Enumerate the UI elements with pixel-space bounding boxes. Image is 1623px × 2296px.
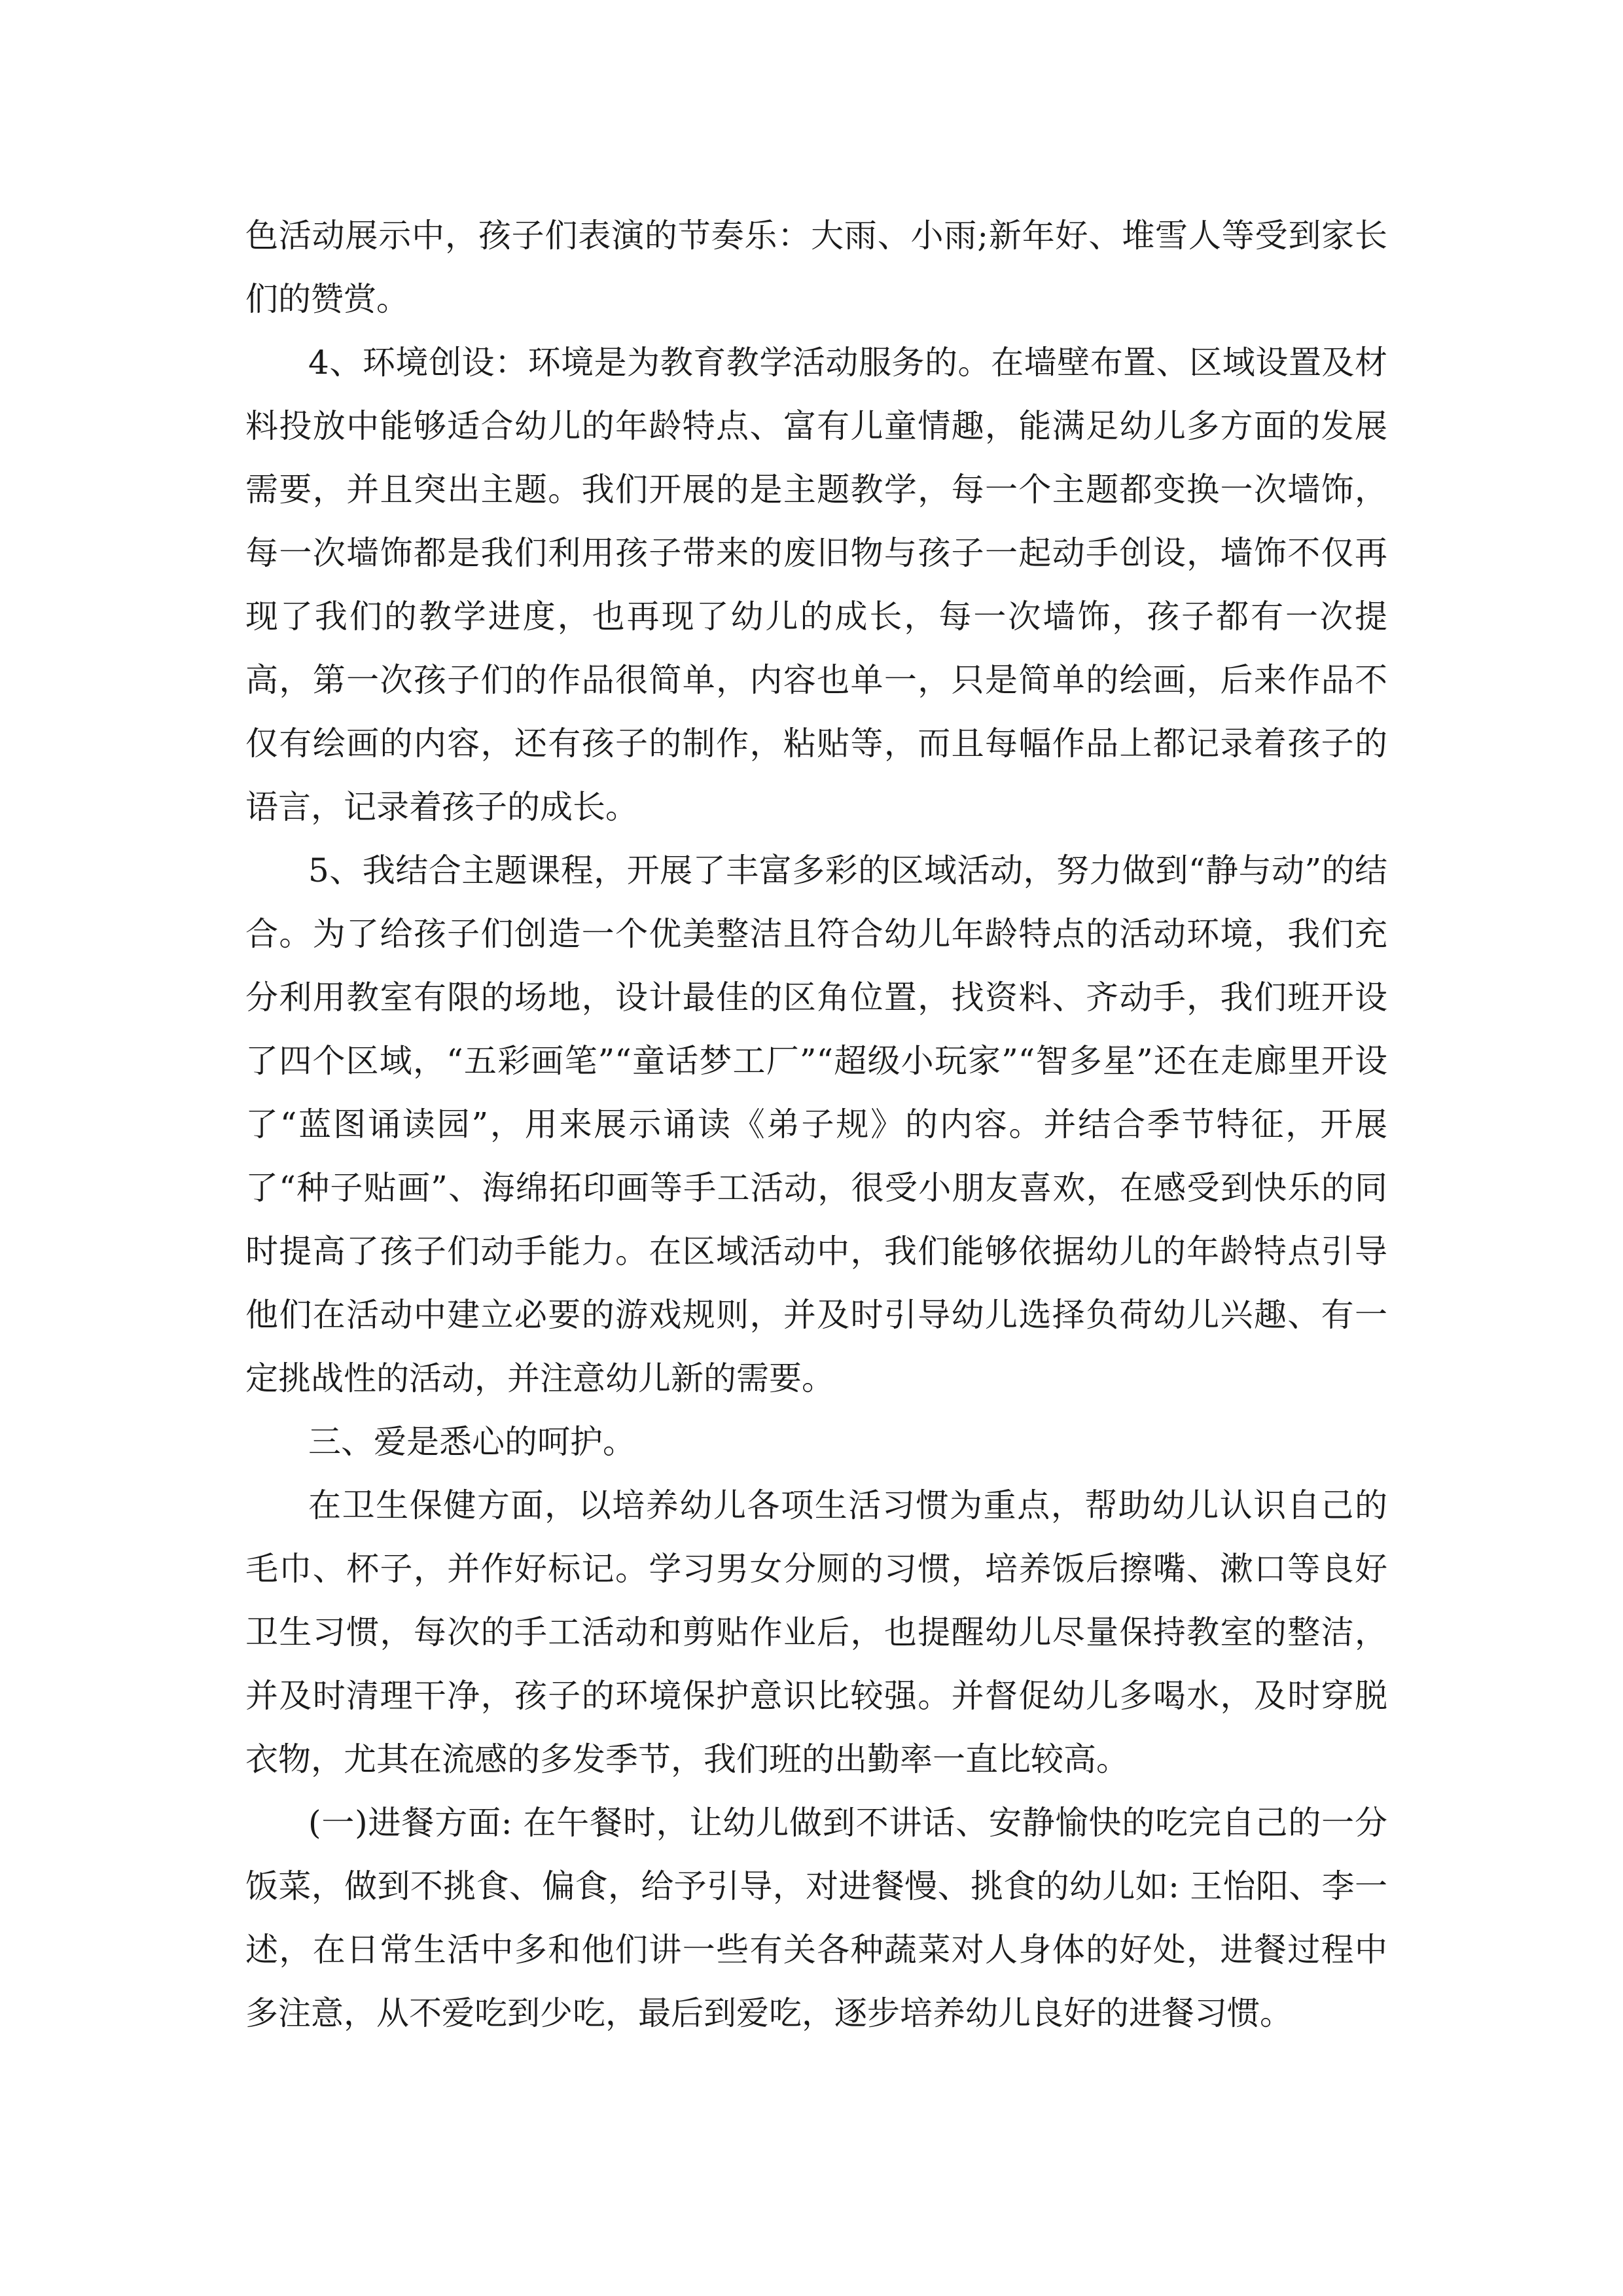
- paragraph-health-care: 在卫生保健方面，以培养幼儿各项生活习惯为重点，帮助幼儿认识自己的毛巾、杯子，并作好标记。学习男女分厕的习惯，培养饭后擦嘴、漱口等良好卫生习惯，每次的手工活动和剪贴作业后，也提醒幼儿尽量保持教室的整洁，并及时清理干净，孩子的环境保护意识比较强。并督促幼儿多喝水，及时穿脱衣物，尤其在流感的多发季节，我们班的出勤率一直比较高。: [245, 1486, 1387, 1778]
- document-body: [245, 204, 1387, 2045]
- section-heading-care: 三、爱是悉心的呵护。: [308, 1423, 635, 1461]
- paragraph-area-activities: 5、我结合主题课程，开展了丰富多彩的区域活动，努力做到“静与动”的结合。为了给孩子们创造一个优美整洁且符合幼儿年龄特点的活动环境，我们充分利用教室有限的场地，设计最佳的区角位置，找资料、齐动手，我们班开设了四个区域，“五彩画笔”“童话梦工厂”“超级小玩家”“智多星”还在走廊里开设了“蓝图诵读园”，用来展示诵读《弟子规》的内容。并结合季节特征，开展了“种子贴画”、海绵拓印画等手工活动，很受小朋友喜欢，在感受到快乐的同时提高了孩子们动手能力。在区域活动中，我们能够依据幼儿的年龄特点引导他们在活动中建立必要的游戏规则，并及时引导幼儿选择负荷幼儿兴趣、有一定挑战性的活动，并注意幼儿新的需要。: [245, 852, 1387, 1397]
- paragraph-continuation: 色活动展示中，孩子们表演的节奏乐：大雨、小雨;新年好、堆雪人等受到家长们的赞赏。: [245, 217, 1387, 318]
- paragraph-environment-creation: 4、环境创设：环境是为教育教学活动服务的。在墙壁布置、区域设置及材料投放中能够适合幼儿的年龄特点、富有儿童情趣，能满足幼儿多方面的发展需要，并且突出主题。我们开展的是主题教学，每一个主题都变换一次墙饰，每一次墙饰都是我们利用孩子带来的废旧物与孩子一起动手创设，墙饰不仅再现了我们的教学进度，也再现了幼儿的成长，每一次墙饰，孩子都有一次提高，第一次孩子们的作品很简单，内容也单一，只是简单的绘画，后来作品不仅有绘画的内容，还有孩子的制作，粘贴等，而且每幅作品上都记录着孩子的语言，记录着孩子的成长。: [245, 344, 1387, 826]
- paragraph-dining: (一)进餐方面: 在午餐时，让幼儿做到不讲话、安静愉快的吃完自己的一分饭菜，做到不挑食、偏食，给予引导，对进餐慢、挑食的幼儿如: 王怡阳、李一述，在日常生活中多和他们讲一些有关各种蔬菜对人身体的好处，进餐过程中多注意，从不爱吃到少吃，最后到爱吃，逐步培养幼儿良好的进餐习惯。: [245, 1804, 1387, 2032]
